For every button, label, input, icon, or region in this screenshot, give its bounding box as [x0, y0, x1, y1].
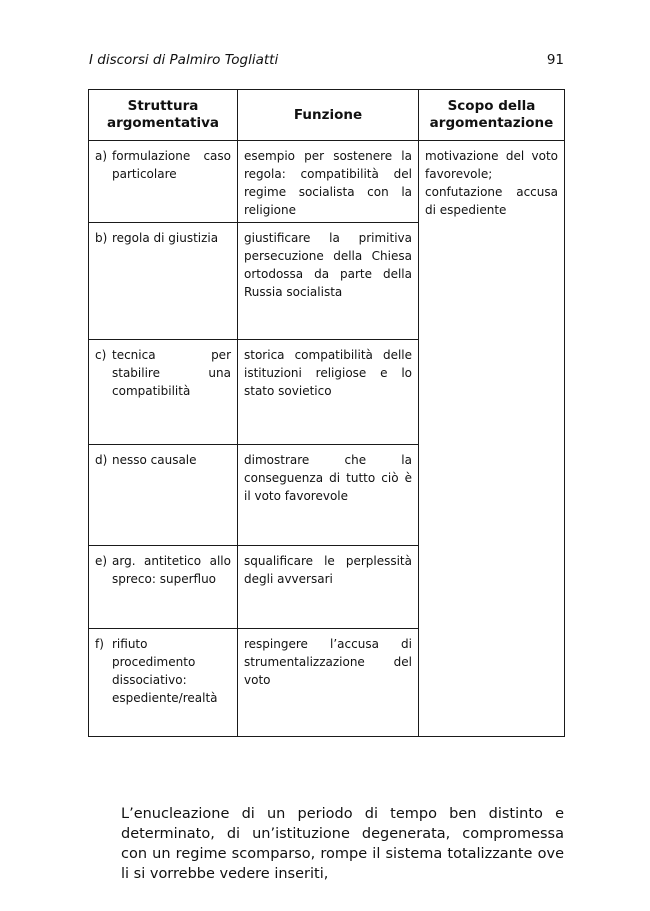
structure-cell	[89, 223, 238, 340]
running-head	[89, 50, 564, 70]
function-cell: respingere l’accusa di strumentalizzazione del voto	[238, 629, 419, 737]
page-number: 91	[546, 52, 564, 68]
structure-text: nesso causale	[112, 453, 197, 467]
structure-text: regola di giustizia	[112, 231, 219, 245]
structure-cell	[89, 141, 238, 223]
structure-text: tecnica per stabilire una compatibilità	[112, 348, 231, 398]
function-cell: esempio per sostenere la regola: compatibilità del regime socialista con la religione	[238, 141, 419, 223]
structure-cell	[89, 340, 238, 445]
function-cell: dimostrare che la conseguenza di tutto ciò è il voto favorevole	[238, 445, 419, 546]
function-cell: giustificare la primitiva persecuzione della Chiesa ortodossa da parte della Russia socialista	[238, 223, 419, 340]
structure-cell	[89, 546, 238, 629]
row-letter: f)	[95, 637, 104, 651]
argumentation-table	[88, 89, 565, 737]
column-header-function: Funzione	[238, 90, 419, 141]
function-cell: storica compatibilità delle istituzioni religiose e lo stato sovietico	[238, 340, 419, 445]
structure-cell	[89, 629, 238, 737]
row-letter: e)	[95, 554, 108, 568]
body-paragraph: L’enucleazione di un periodo di tempo ben distinto e determinato, di un’istituzione degenerata, compromessa con un regime scomparso, rompe il sistema totalizzante ove li si vorrebbe vedere inseriti,	[121, 805, 564, 882]
structure-cell	[89, 445, 238, 546]
scope-cell: motivazione del voto favorevole; confutazione accusa di espediente	[419, 141, 565, 737]
row-letter: d)	[95, 453, 108, 467]
function-cell: squalificare le perplessità degli avversari	[238, 546, 419, 629]
table-header-row	[89, 90, 565, 141]
structure-text: arg. antitetico allo spreco: superfluo	[112, 554, 231, 586]
column-header-scope: Scopo della argomentazione	[419, 90, 565, 141]
structure-text: formulazione caso particolare	[112, 149, 231, 181]
row-letter: b)	[95, 231, 108, 245]
running-title: I discorsi di Palmiro Togliatti	[89, 52, 279, 68]
structure-text: rifiuto procedimento dissociativo: espediente/realtà	[112, 637, 218, 705]
column-header-structure: Struttura argomentativa	[89, 90, 238, 141]
row-letter: a)	[95, 149, 108, 163]
row-letter: c)	[95, 348, 107, 362]
table-row	[89, 141, 565, 223]
